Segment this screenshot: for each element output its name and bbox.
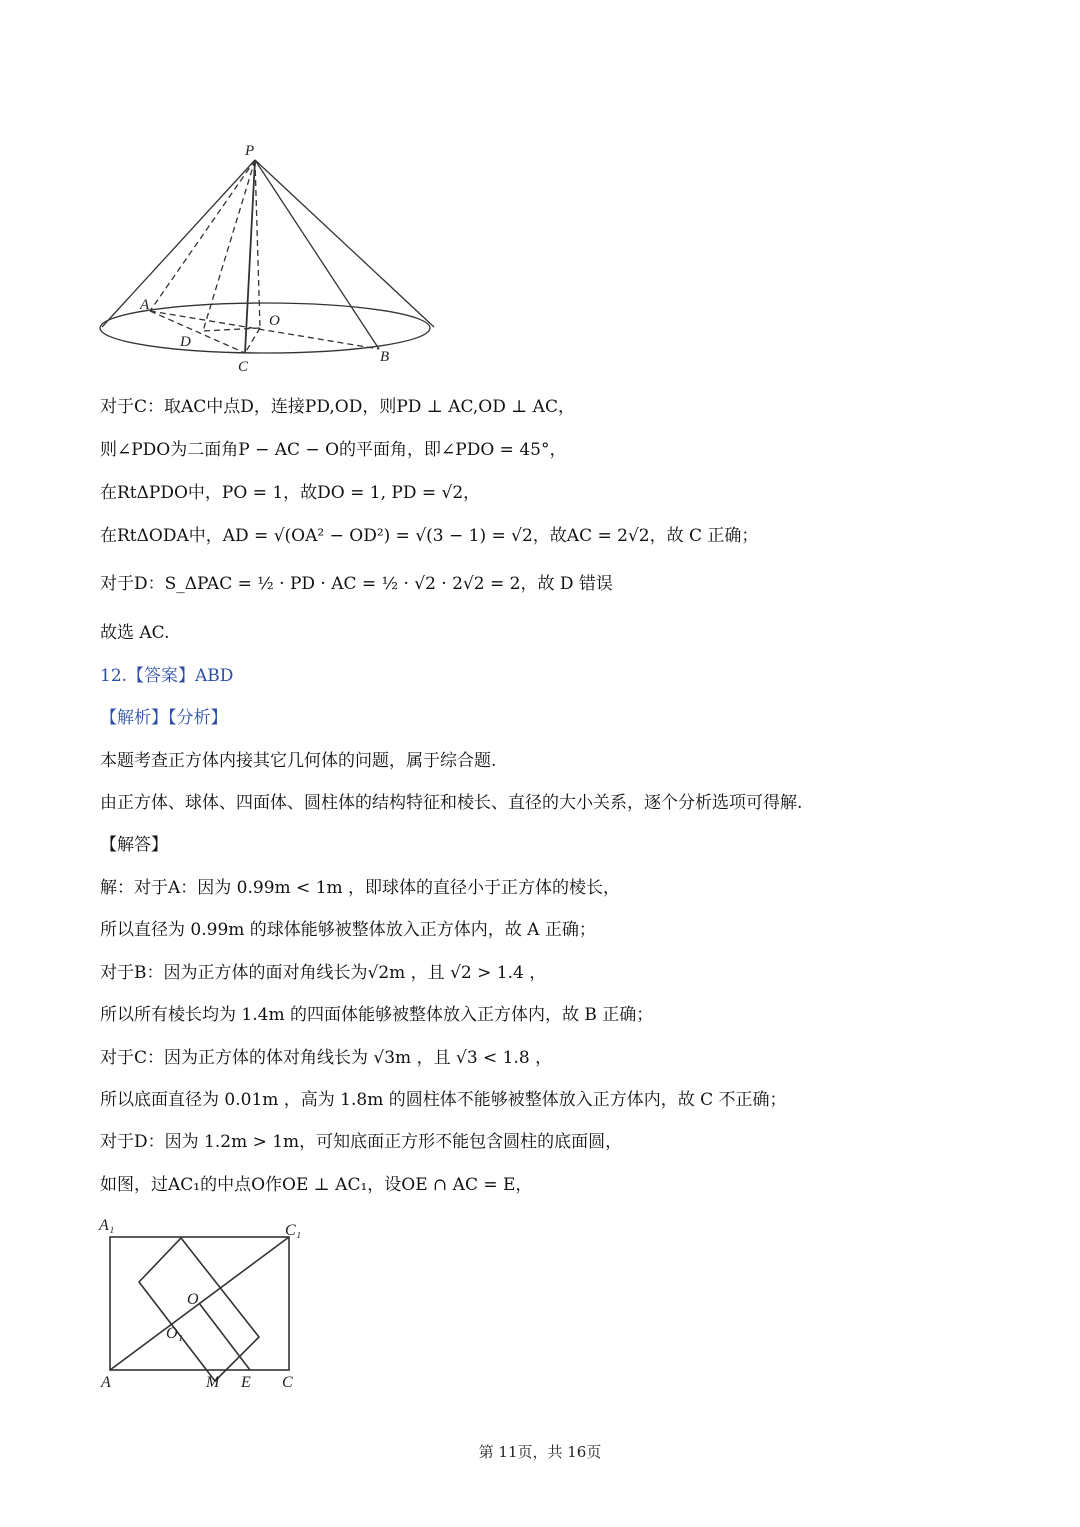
text-line-4: 在RtΔODA中，AD = √(OA² − OD²) = √(3 − 1) = √2，故AC = 2√2，故 C 正确；	[100, 526, 759, 546]
cone-right-edge	[255, 160, 434, 327]
text-line-16: 对于C：因为正方体的体对角线长为 √3m ，且 √3 < 1.8 ，	[100, 1048, 553, 1068]
text-line-12: 解：对于A：因为 0.99m < 1m ，即球体的直径小于正方体的棱长，	[100, 878, 621, 898]
rect-label-O: O	[187, 1291, 199, 1308]
segment-OE	[199, 1303, 250, 1370]
cone-base-ellipse	[100, 303, 430, 353]
label-C: C	[238, 359, 249, 375]
solution-heading: 【解答】	[100, 835, 168, 855]
rect-label-O1: O₁	[166, 1325, 184, 1342]
label-A: A	[140, 297, 150, 313]
text-line-18: 对于D：因为 1.2m > 1m，可知底面正方形不能包含圆柱的底面圆，	[100, 1132, 623, 1152]
text-line-6: 故选 AC.	[100, 623, 170, 643]
rect-label-C: C	[282, 1374, 293, 1391]
text-line-13: 所以直径为 0.99m 的球体能够被整体放入正方体内，故 A 正确；	[100, 920, 596, 940]
text-line-17: 所以底面直径为 0.01m ，高为 1.8m 的圆柱体不能够被整体放入正方体内，故 C 不正确；	[100, 1090, 787, 1110]
rectangle-figure	[95, 1210, 315, 1395]
analysis-heading: 【解析】【分析】	[100, 708, 228, 728]
cone-figure	[95, 135, 445, 380]
segment-AC	[150, 311, 245, 353]
rect-label-A: A	[101, 1374, 111, 1391]
text-line-14: 对于B：因为正方体的面对角线长为√2m ，且 √2 > 1.4 ，	[100, 963, 547, 983]
rect-label-M: M	[206, 1374, 220, 1391]
text-line-10: 由正方体、球体、四面体、圆柱体的结构特征和棱长、直径的大小关系，逐个分析选项可得解.	[100, 793, 803, 813]
cone-left-edge	[102, 160, 255, 327]
rect-label-A1: A₁	[99, 1217, 115, 1234]
text-line-19: 如图，过AC₁的中点O作OE ⊥ AC₁，设OE ∩ AC = E，	[100, 1175, 533, 1195]
inner-rotated-rectangle	[139, 1238, 259, 1381]
segment-PA	[150, 160, 255, 311]
text-line-5: 对于D：S_ΔPAC = ½ · PD · AC = ½ · √2 · 2√2 = 2，故 D 错误	[100, 574, 613, 594]
text-line-3: 在RtΔPDO中，PO = 1，故DO = 1, PD = √2，	[100, 483, 481, 503]
text-line-9: 本题考查正方体内接其它几何体的问题，属于综合题.	[100, 751, 497, 771]
rect-label-E: E	[241, 1374, 251, 1391]
label-O: O	[269, 313, 280, 329]
label-B: B	[380, 349, 390, 365]
text-line-1: 对于C：取AC中点D，连接PD,OD，则PD ⊥ AC,OD ⊥ AC，	[100, 397, 575, 417]
text-line-15: 所以所有棱长均为 1.4m 的四面体能够被整体放入正方体内，故 B 正确；	[100, 1005, 654, 1025]
label-P: P	[245, 143, 255, 159]
segment-OC	[245, 328, 260, 353]
answer-heading: 12.【答案】ABD	[100, 666, 234, 686]
rect-label-C1: C₁	[285, 1222, 302, 1239]
page-footer: 第 11页，共 16页	[478, 1443, 602, 1461]
label-D: D	[180, 334, 191, 350]
text-line-2: 则∠PDO为二面角P − AC − O的平面角，即∠PDO = 45°，	[100, 440, 567, 460]
